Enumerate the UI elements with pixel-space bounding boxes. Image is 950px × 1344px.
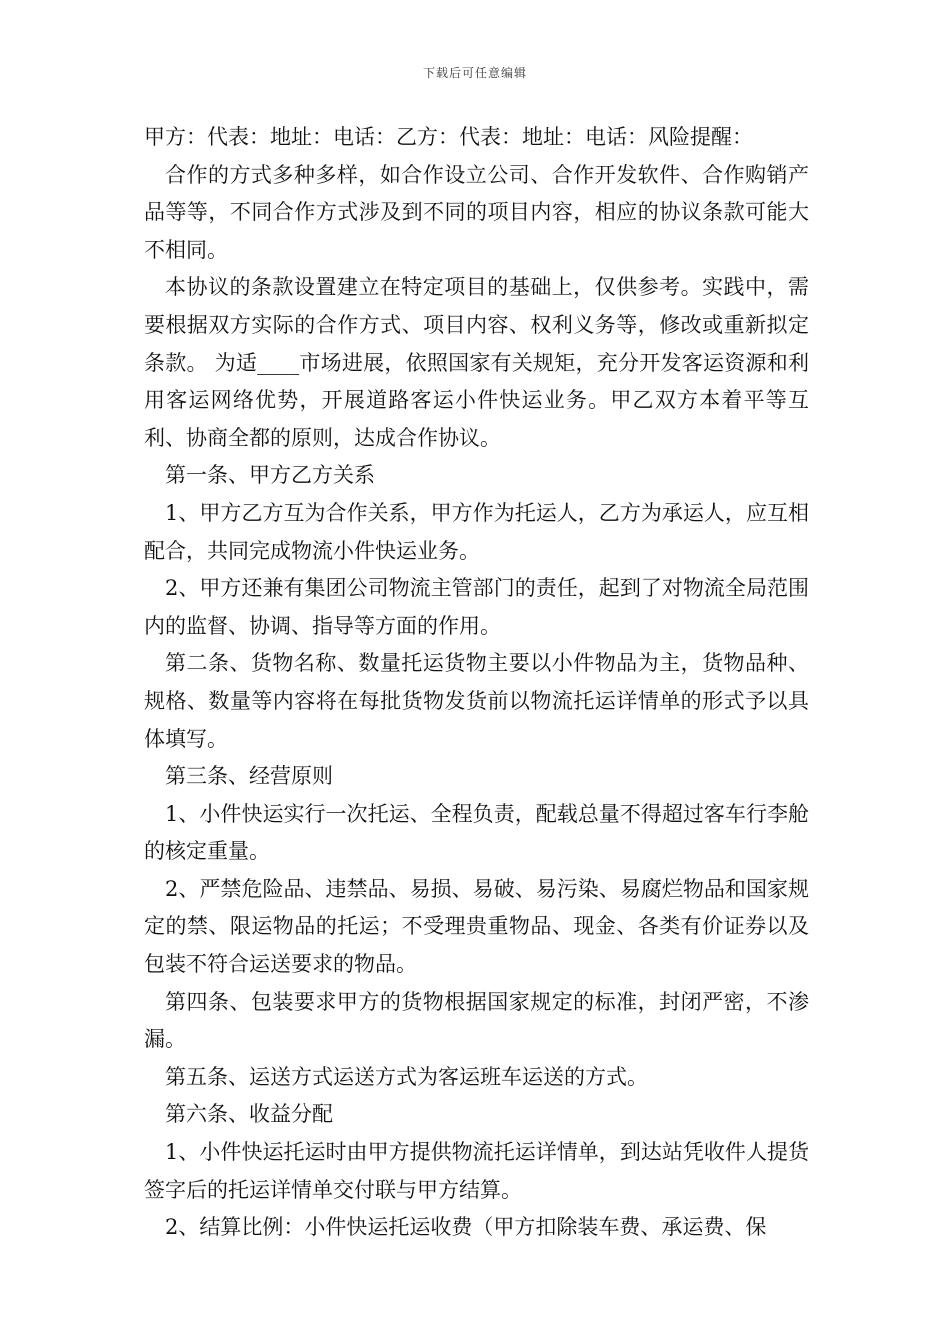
article-2: 第二条、货物名称、数量托运货物主要以小件物品为主，货物品种、规格、数量等内容将在每批货物发货前以物流托运详情单的形式予以具体填写。 bbox=[144, 651, 809, 751]
article-5: 第五条、运送方式运送方式为客运班车运送的方式。 bbox=[165, 1064, 648, 1089]
article-6-item-1: 1、小件快运托运时由甲方提供物流托运详情单，到达站凭收件人提货签字后的托运详情单交付联与甲方结算。 bbox=[144, 1140, 809, 1202]
article-3-heading: 第三条、经营原则 bbox=[165, 764, 333, 789]
paragraph-risk-intro: 合作的方式多种多样，如合作设立公司、合作开发软件、合作购销产品等等，不同合作方式涉及到不同的项目内容，相应的协议条款可能大不相同。 bbox=[144, 162, 809, 262]
article-4: 第四条、包装要求甲方的货物根据国家规定的标准，封闭严密，不渗漏。 bbox=[144, 989, 809, 1052]
document-body bbox=[144, 119, 809, 1247]
article-6-item-2: 2、结算比例：小件快运托运收费（甲方扣除装车费、承运费、保 bbox=[165, 1215, 767, 1240]
article-3-item-1: 1、小件快运实行一次托运、全程负责，配载总量不得超过客车行李舱的核定重量。 bbox=[144, 801, 809, 864]
paragraph-parties: 甲方：代表：地址：电话：乙方：代表：地址：电话：风险提醒： bbox=[144, 125, 753, 149]
article-1-item-1: 1、甲方乙方互为合作关系，甲方作为托运人，乙方为承运人，应互相配合，共同完成物流小件快运业务。 bbox=[144, 500, 809, 563]
paragraph-purpose: 本协议的条款设置建立在特定项目的基础上，仅供参考。实践中，需要根据双方实际的合作方式、项目内容、权利义务等，修改或重新拟定条款。 为适____市场进展，依照国家有关规矩，充分开发客运资源和利用客运网络优势，开展道路客运小件快运业务。甲乙双方本着平等互利、协商全都的原则，达成合作协议。 bbox=[144, 275, 809, 450]
article-1-item-2: 2、甲方还兼有集团公司物流主管部门的责任，起到了对物流全局范围内的监督、协调、指导等方面的作用。 bbox=[144, 576, 809, 638]
article-1-heading: 第一条、甲方乙方关系 bbox=[165, 463, 375, 488]
page-header: 下载后可任意编辑 bbox=[422, 66, 527, 80]
article-6-heading: 第六条、收益分配 bbox=[165, 1102, 333, 1127]
article-3-item-2: 2、严禁危险品、违禁品、易损、易破、易污染、易腐烂物品和国家规定的禁、限运物品的托运；不受理贵重物品、现金、各类有价证券以及包装不符合运送要求的物品。 bbox=[144, 876, 809, 977]
